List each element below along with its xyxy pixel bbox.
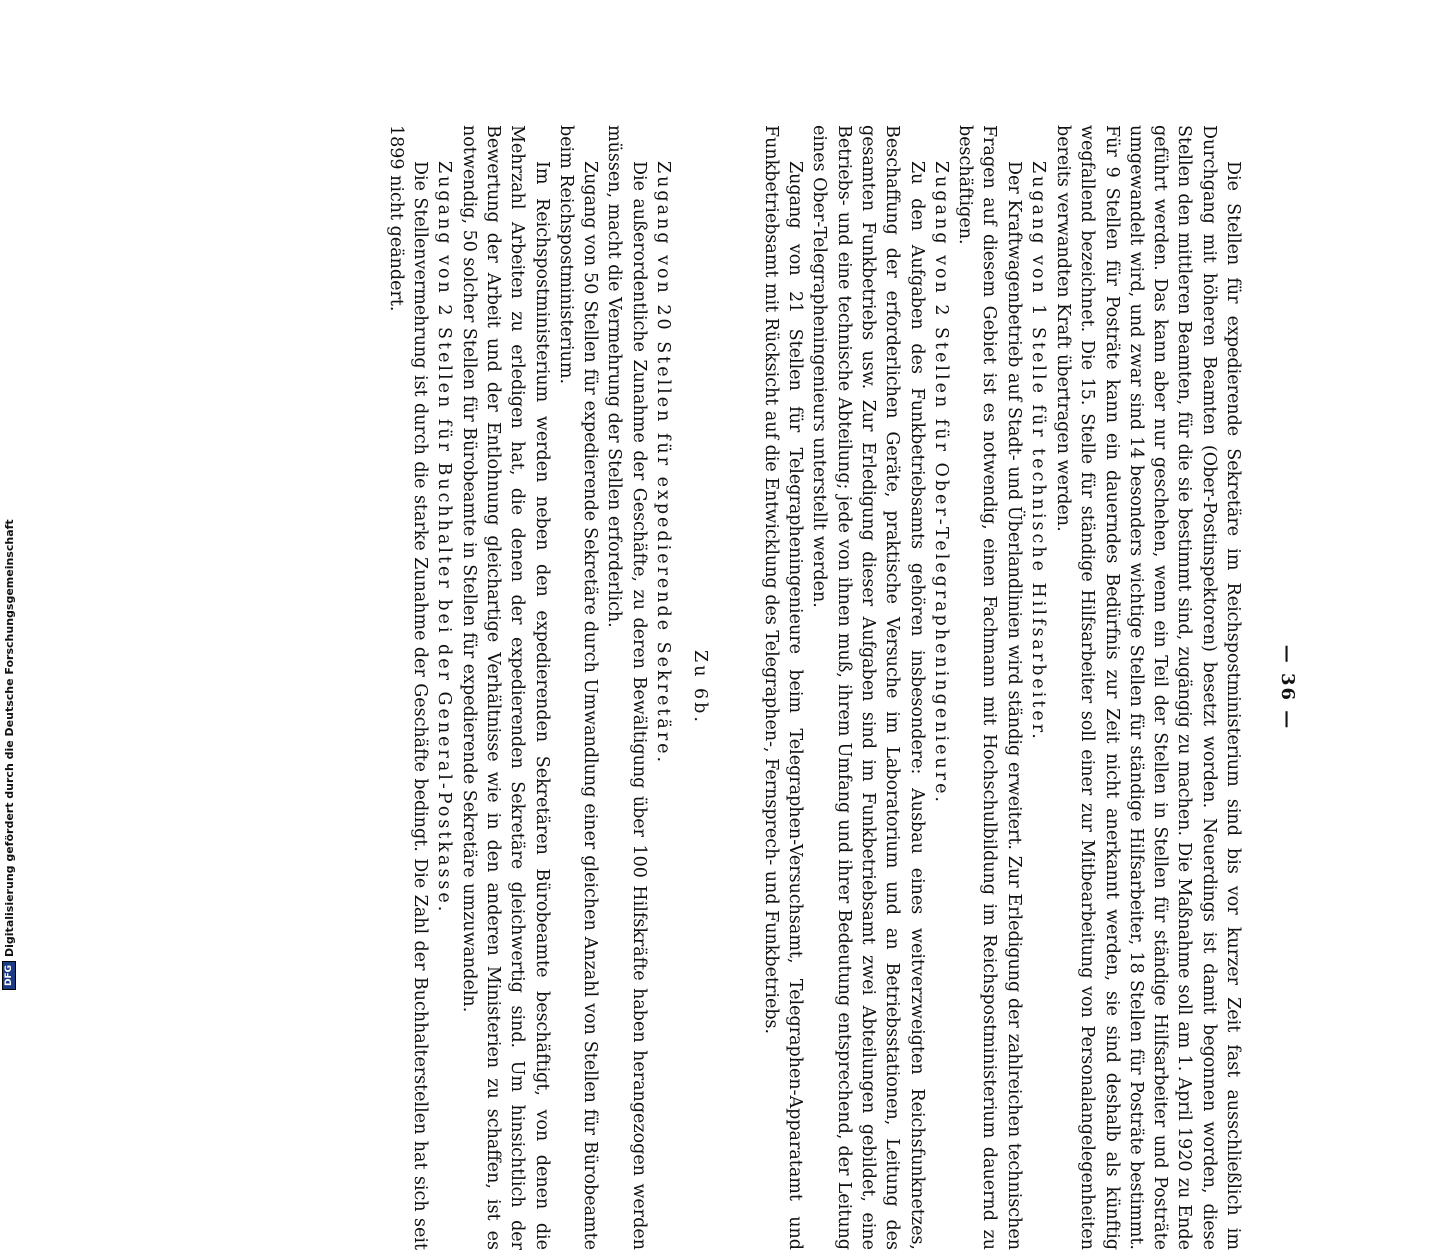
paragraph-business-growth: Die außerordentliche Zunahme der Geschäfte, zu deren Bewältigung über 100 Hilfskräfte haben herangezogen werden müssen, macht die Vermehrung der Stellen erforderlich. (604, 125, 649, 1250)
heading-accountants: Zugang von 2 Stellen für Buchhalter bei der General-Postkasse. (434, 161, 455, 915)
paragraph-telegraph-engineers: Zugang von 21 Stellen für Telegrapheningenieure beim Telegraphen-Versuchsamt, Telegraphen-Apparatamt und Funkbetriebsamt mit Rücksicht auf die Entwicklung des Telegraphen-, Fernsprech- und Funkbetriebs. (760, 125, 806, 1250)
paragraph-motor-vehicles: Der Kraftwagenbetrieb auf Stadt- und Überlandlinien wird ständig erweitert. Zur Erledigung der zahlreichen technischen Fragen auf diesem Gebiet ist es notwendig, einen Fachmann mit Hochschulbildung im Reichspostministerium dauernd zu beschäftigen. (955, 125, 1024, 1250)
heading-technical-assistants: Zugang von 1 Stelle für technische Hilfsarbeiter. (1028, 161, 1048, 742)
paragraph-conversion: Zugang von 50 Stellen für expedierende Sekretäre durch Umwandlung einer gleichen Anzahl von Stellen für Bürobeamte beim Reichspostministerium. (555, 125, 601, 1250)
section-heading-block (688, 125, 712, 1250)
text-block-3 (383, 125, 675, 1250)
text-block-1 (1051, 125, 1245, 1250)
page-content (385, 125, 1300, 1250)
funding-note: Digitalisierung gefördert durch die Deutsche Forschungsgemeinschaft (2, 519, 16, 957)
paragraph-accountants: Die Stellenvermehrung ist durch die starke Zunahme der Geschäfte bedingt. Die Zahl der Buchhalterstellen hat sich seit 1899 nicht geändert. (385, 125, 431, 1250)
heading-senior-telegraph-engineers: Zugang von 2 Stellen für Ober-Telegrapheningenieure. (930, 161, 951, 805)
page-number: — 36 — (1277, 644, 1298, 731)
section-heading: Zu 6b. (690, 650, 710, 725)
dfg-logo: DFG (2, 961, 16, 990)
text-block-2 (758, 125, 1050, 1250)
paragraph-radio-operations: Zu den Aufgaben des Funkbetriebsamts gehören insbesondere: Ausbau eines weitverzweigten Reichsfunknetzes, Beschaffung der erforderlichen Geräte, praktische Versuche im Laboratorium und an Betriebsstationen, Leitung des gesamten Funkbetriebs usw. Zur Erledigung dieser Aufgaben sind im Funkbetriebsamt zwei Abteilungen gebildet, eine Betriebs- und eine technische Abteilung; jede von ihnen muß, ihrem Umfang und ihrer Bedeutung entsprechend, der Leitung eines Ober-Telegrapheningenieurs unterstellt werden. (809, 125, 927, 1250)
funding-footer (2, 519, 16, 990)
rotated-page (175, 125, 1300, 1250)
paragraph-office-staff: Im Reichspostministerium werden neben den expedierenden Sekretären Bürobeamte beschäftigt, von denen die Mehrzahl Arbeiten zu erledigen hat, die denen der expedierenden Sekretäre gleichwertig sind. Um hinsichtlich der Bewertung der Arbeit und der Entlohnung gleichartige Verhältnisse wie in den anderen Ministerien zu schaffen, ist es notwendig, 50 solcher Stellen für Bürobeamte in Stellen für expedierende Sekretäre umzuwandeln. (458, 125, 552, 1250)
heading-expediting-secretaries: Zugang von 20 Stellen für expedierende Sekretäre. (653, 161, 673, 766)
paragraph-secretaries: Die Stellen für expedierende Sekretäre im Reichspostministerium sind bis vor kurzer Zeit fast ausschließlich im Durchgang mit höheren Beamten (Ober-Postinspektoren) besetzt worden. Neuerdings ist damit begonnen worden, diese Stellen den mittleren Beamten, für die sie bestimmt sind, zugängig zu machen. Die Maßnahme soll am 1. April 1920 zu Ende geführt werden. Das kann aber nur geschehen, wenn ein Teil der Stellen in Stellen für ständige Hilfsarbeiter und Posträte umgewandelt wird, und zwar sind 14 besonders wichtige Stellen für ständige Hilfsarbeiter, 18 Stellen für Posträte bestimmt. Für 9 Stellen für Posträte kann ein dauerndes Bedürfnis zur Zeit nicht anerkannt werden, sie sind deshalb als künftig wegfallend bezeichnet. Die 15. Stelle für ständige Hilfsarbeiter soll einer zur Mitbearbeitung von Personalangelegenheiten bereits verwandten Kraft übertragen werden. (1052, 125, 1243, 1250)
